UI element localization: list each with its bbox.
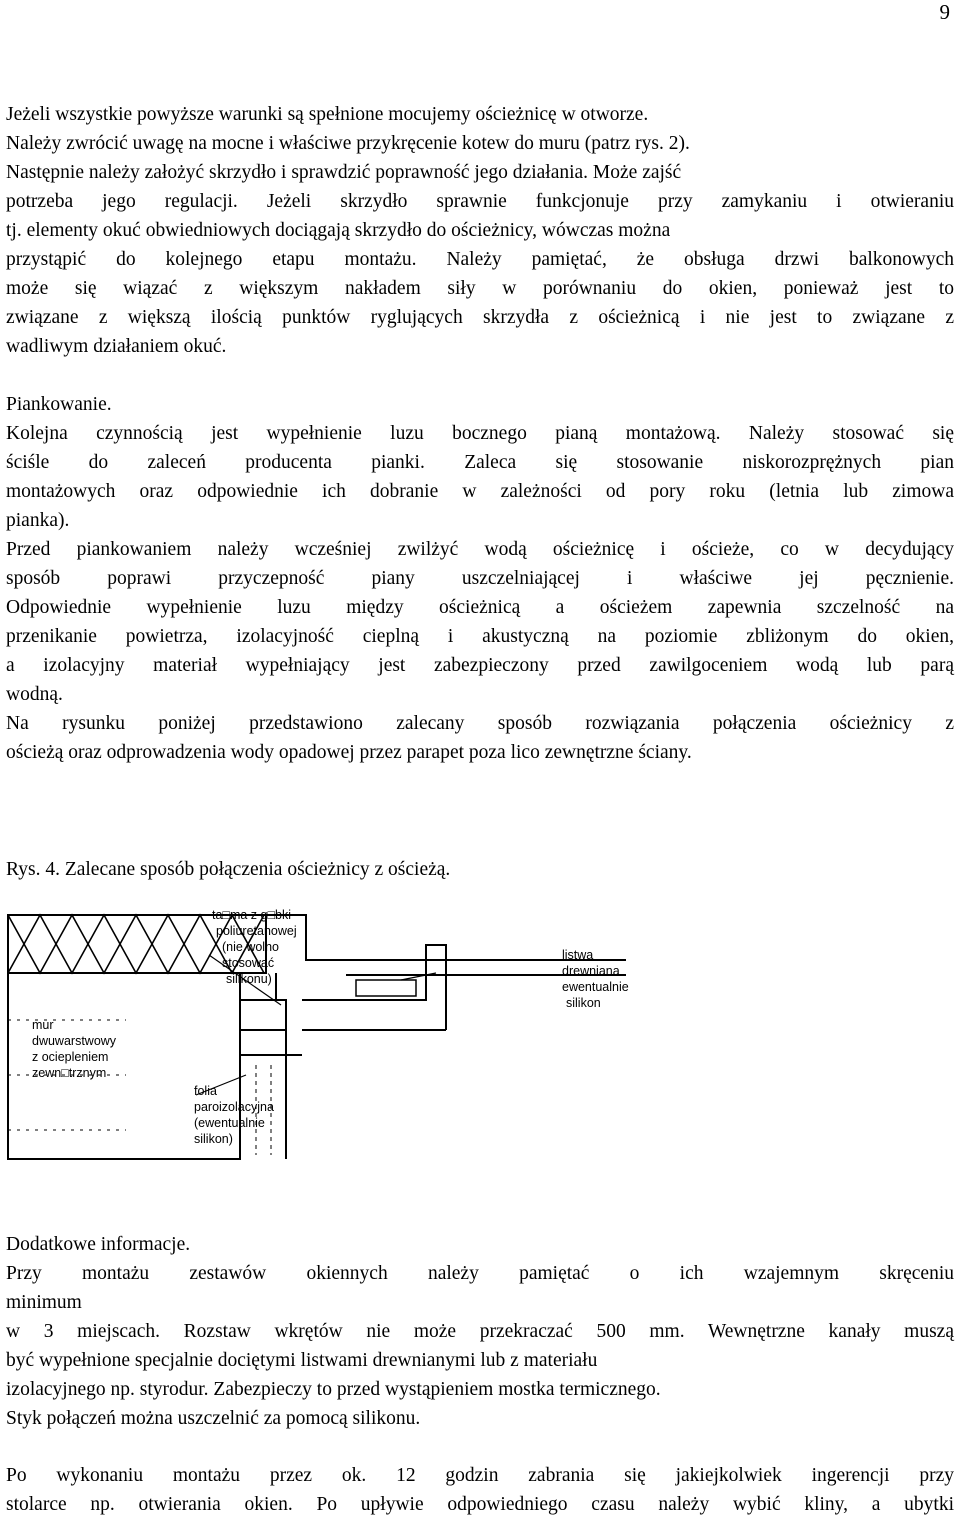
label-strip-line: drewniana [562, 964, 620, 978]
text-line: a izolacyjny materiał wypełniający jest zabezpieczony przed zawilgoceniem wodą lub parą [6, 655, 954, 676]
text-line: sposób poprawi przyczepność piany uszczelniającej i właściwe jej pęcznienie. [6, 568, 954, 589]
text-line: stolarce np. otwierania okien. Po upływie odpowiedniego czasu należy wybić kliny, a ubytki [6, 1494, 954, 1515]
label-foil-line: silikon) [194, 1132, 233, 1146]
installation-diagram [6, 905, 646, 1173]
label-strip-line: ewentualnie [562, 980, 629, 994]
text-line: wodną. [6, 684, 63, 705]
text-line: potrzeba jego regulacji. Jeżeli skrzydło sprawnie funkcjonuje przy zamykaniu i otwieraniu [6, 191, 954, 212]
label-foil-line: (ewentualnie [194, 1116, 265, 1130]
label-wall [32, 1018, 117, 1080]
section-heading: Dodatkowe informacje. [6, 1234, 191, 1255]
label-wall-line: zewn□trznym [32, 1066, 107, 1080]
text-line: może się wiązać z większym nakładem siły w porównaniu do okien, ponieważ jest to [6, 278, 954, 299]
label-foil-line: folia [194, 1084, 217, 1098]
text-line: przystąpić do kolejnego etapu montażu. Należy pamiętać, że obsługa drzwi balkonowych [6, 249, 954, 270]
text-line: Styk połączeń można uszczelnić za pomocą silikonu. [6, 1408, 421, 1429]
text-line: pianka). [6, 510, 70, 531]
text-line: montażowych oraz odpowiednie ich dobranie w zależności od pory roku (letnia lub zimowa [6, 481, 954, 502]
text-line: Przy montażu zestawów okiennych należy pamiętać o ich wzajemnym skręceniu [6, 1263, 954, 1284]
text-line: związane z większą ilością punktów ryglujących skrzydła z ościeżnicą i nie jest to związane z [6, 307, 954, 328]
label-strip-line: silikon [566, 996, 601, 1010]
text-line: ościeżą oraz odprowadzenia wody opadowej przez parapet poza lico zewnętrzne ściany. [6, 742, 692, 763]
label-strip [562, 948, 629, 1010]
text-line: przenikanie powietrza, izolacyjność cieplną i akustyczną na poziomie zbliżonym do okien, [6, 626, 954, 647]
text-line: Przed piankowaniem należy wcześniej zwilżyć wodą ościeżnicę i ościeże, co w decydujący [6, 539, 954, 560]
label-tape-line: silikonu) [226, 972, 272, 986]
label-tape-line: poliuretanowej [216, 924, 297, 938]
installation-diagram-svg [6, 905, 646, 1173]
text-line: ściśle do zaleceń producenta pianki. Zaleca się stosowanie niskorozprężnych pian [6, 452, 954, 473]
label-wall-line: dwuwarstwowy [32, 1034, 117, 1048]
text-line: w 3 miejscach. Rozstaw wkrętów nie może przekraczać 500 mm. Wewnętrzne kanały muszą [6, 1321, 954, 1342]
section-heading: Piankowanie. [6, 394, 112, 415]
label-tape-line: (nie wolno [222, 940, 279, 954]
text-line: Po wykonaniu montażu przez ok. 12 godzin zabrania się jakiejkolwiek ingerencji przy [6, 1465, 954, 1486]
label-tape [212, 908, 297, 986]
label-wall-line: mur [32, 1018, 54, 1032]
page-number: 9 [939, 0, 950, 24]
label-wall-line: z ociepleniem [32, 1050, 109, 1064]
text-line: Należy zwrócić uwagę na mocne i właściwe przykręcenie kotew do muru (patrz rys. 2). [6, 133, 690, 154]
window-sill [240, 1030, 286, 1159]
text-line: Na rysunku poniżej przedstawiono zalecany sposób rozwiązania połączenia ościeżnicy z [6, 713, 954, 734]
label-foil-line: paroizolacyjna [194, 1100, 274, 1114]
text-line: Kolejna czynnością jest wypełnienie luzu bocznego pianą montażową. Należy stosować się [6, 423, 954, 444]
text-line: wadliwym działaniem okuć. [6, 336, 227, 357]
text-line: Jeżeli wszystkie powyższe warunki są spełnione mocujemy ościeżnicę w otworze. [6, 104, 649, 125]
label-strip-line: listwa [562, 948, 594, 962]
label-tape-line: ta□ma z g□bki [212, 908, 292, 922]
text-line: izolacyjnego np. styrodur. Zabezpieczy to przed wystąpieniem mostka termicznego. [6, 1379, 661, 1400]
text-line: minimum [6, 1292, 82, 1313]
text-line: Następnie należy założyć skrzydło i sprawdzić poprawność jego działania. Może zajść [6, 162, 682, 183]
text-line: tj. elementy okuć obwiedniowych dociągają skrzydło do ościeżnicy, wówczas można [6, 220, 671, 241]
text-line: Odpowiednie wypełnienie luzu między ościeżnicą a ościeżem zapewnia szczelność na [6, 597, 954, 618]
figure-caption: Rys. 4. Zalecane sposób połączenia ościeżnicy z ościeżą. [6, 859, 451, 880]
label-foil [194, 1084, 274, 1146]
label-tape-line: stosować [222, 956, 275, 970]
text-line: być wypełnione specjalnie dociętymi listwami drewnianymi lub z materiału [6, 1350, 598, 1371]
